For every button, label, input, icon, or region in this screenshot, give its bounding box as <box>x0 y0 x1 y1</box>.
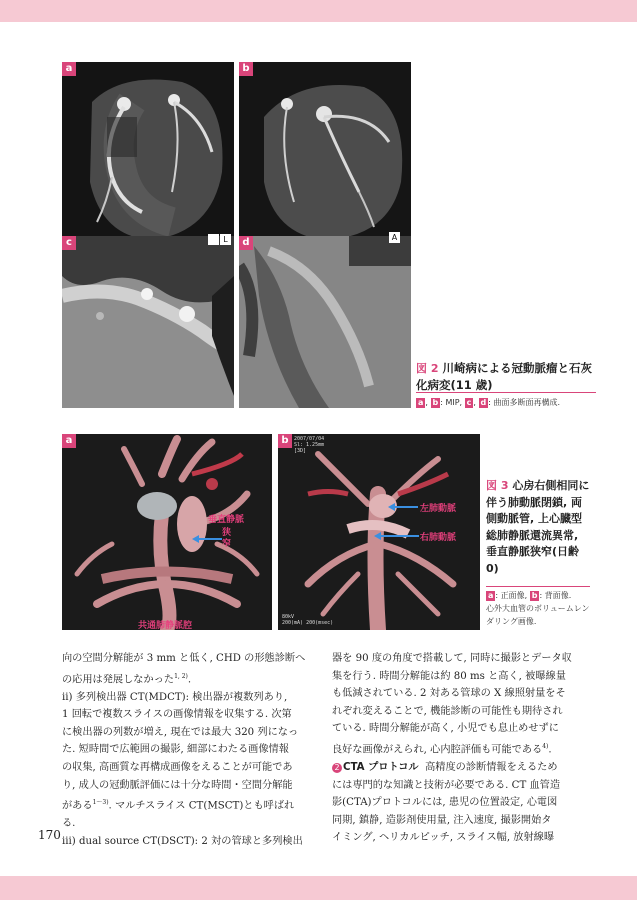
section-heading-line: 2 CTA プロトコル 高精度の診断情報をえるため <box>332 759 586 777</box>
body-column-right <box>332 650 586 847</box>
sub-text-front: : 正面像, <box>495 591 528 600</box>
reference: 1〜3) <box>92 799 109 807</box>
label-stenosis: 狭窄 <box>222 528 232 549</box>
chip-a: a <box>488 591 494 600</box>
body-line: れぞれ変えることで, 機能診断の可能性も期待され <box>332 705 563 717</box>
figure3-panel-b <box>278 434 480 630</box>
panel-letter: a <box>62 434 76 448</box>
panel-letter: c <box>62 236 76 250</box>
body-line: 器を 90 度の角度で搭載して, 同時に撮影とデータ収 <box>332 653 572 664</box>
mip-image-a <box>62 62 234 250</box>
figure2-caption <box>416 360 596 393</box>
label-common-pulmonary-vein: 共通肺静脈腔 <box>138 621 193 630</box>
figure3-caption-rule <box>486 586 590 587</box>
body-line: の収集, 高画質な再構成画像をえることが可能であ <box>62 761 293 773</box>
body-column-left <box>62 650 314 850</box>
reference: 4) <box>542 742 549 750</box>
figure3-number: 図 3 <box>486 479 509 492</box>
sub-text-mpr: : 曲面多断面再構成. <box>488 398 561 407</box>
body-line: も低減されている. 2 対ある管球の X 線照射量をそ <box>332 688 566 700</box>
arrow-stenosis-icon <box>192 534 222 544</box>
orientation-box-square <box>208 234 219 245</box>
body-line: 同期, 鎮静, 造影剤使用量, 注入速度, 撮影開始タ <box>332 814 552 826</box>
body-line: ⅱ) 多列検出器 CT(MDCT): 検出器が複数列あり, <box>62 691 288 703</box>
body-line: には専門的な知識と技術が必要である. CT 血管造 <box>332 779 561 791</box>
curved-mpr-image-d <box>239 236 411 408</box>
body-line: がある$^{1〜3)}$. マルチスライス CT(MSCT)とも呼ばれ <box>62 799 295 812</box>
body-line: ⅲ) dual source CT(DSCT): 2 対の管球と多列検出 <box>62 835 303 847</box>
body-line: 影(CTA)プロトコルには, 患児の位置設定, 心電図 <box>332 797 558 809</box>
arrow-right-pa-icon <box>374 531 419 541</box>
body-line: 1 回転で複数スライスの画像情報を収集する. 次第 <box>62 709 292 721</box>
sub-text-vr: 心外大血管のボリュームレンダリング画像. <box>486 604 590 626</box>
reference: 1, 2) <box>174 672 188 680</box>
mip-image-b <box>239 62 411 250</box>
chip-a: a <box>418 398 424 407</box>
body-line: り, 成人の冠動脈評価には十分な時間・空間分解能 <box>62 779 293 791</box>
overlay-line: [3D] <box>294 448 307 454</box>
figure2-panel-c <box>62 236 234 408</box>
figure3-title-line <box>486 478 590 577</box>
orientation-box: A <box>389 232 400 243</box>
section-heading: CTA プロトコル <box>343 761 419 773</box>
figure2-panel-d <box>239 236 411 408</box>
figure3-title: 心房右側相同に伴う肺動脈閉鎖, 両側動脈管, 上心臓型総肺静脈還流異常, 垂直静脈狭窄(日齢0) <box>486 479 590 575</box>
body-line: 良好な画像がえられ, 心内腔評価も可能である$^{4)}$. <box>332 742 552 756</box>
panel-letter: a <box>62 62 76 76</box>
overlay-line: Sl: 1.25mm <box>294 442 325 448</box>
scanner-overlay-bottom <box>282 614 333 626</box>
overlay-line: 200(mA) 200(msec) <box>282 620 334 626</box>
figure3-panel-a <box>62 434 272 630</box>
figure2-title: 川崎病による冠動脈瘤と石灰化病変(11 歳) <box>416 361 592 392</box>
sub-text-mip: : MIP, <box>440 398 463 407</box>
chip-d: d <box>480 398 487 407</box>
figure2-caption-rule <box>416 392 596 393</box>
orientation-box: L <box>220 234 231 245</box>
body-line: 集を行う. 時間分解能は約 80 ms と高く, 被曝線量 <box>332 670 566 682</box>
overlay-line: 80kV <box>282 614 295 620</box>
body-line: イミング, ヘリカルピッチ, スライス幅, 放射線曝 <box>332 832 555 844</box>
figure2-panel-b <box>239 62 411 250</box>
figure2-title-line <box>416 360 596 393</box>
section-number-badge: 2 <box>332 763 342 773</box>
label-left-pulmonary-artery: 左肺動脈 <box>420 504 457 514</box>
figure2-number: 図 2 <box>416 362 439 375</box>
panel-letter: d <box>239 236 253 250</box>
body-line: ている. 時間分解能が高く, 小児でも息止めせずに <box>332 723 559 735</box>
curved-mpr-image-c <box>62 236 234 408</box>
chip-c: c <box>466 398 472 407</box>
figure2-subcaption: a , b : MIP, c , d : 曲面多断面再構成. <box>418 398 561 407</box>
volume-rendering-front <box>62 434 272 630</box>
page-number: 170 <box>38 828 61 842</box>
body-line: の応用は発展しなかった$^{1, 2)}$. <box>62 672 192 685</box>
figure3-subcaption <box>486 589 590 628</box>
body-line: る. <box>62 818 76 830</box>
body-line: た. 短時間で広範囲の撮影, 細部にわたる画像情報 <box>62 744 289 756</box>
label-right-pulmonary-artery: 右肺動脈 <box>420 533 457 543</box>
panel-letter: b <box>278 434 292 448</box>
overlay-line: 2007/07/04 <box>294 436 325 442</box>
label-vertical-vein: 垂直静脈 <box>208 515 245 525</box>
chip-b: b <box>432 398 439 407</box>
figure3-caption <box>486 478 590 577</box>
scanner-overlay <box>294 436 324 454</box>
arrow-left-pa-icon <box>388 502 418 512</box>
body-line: に検出器の列数が増え, 現在では最大 320 列になっ <box>62 726 299 738</box>
body-line: 向の空間分解能が 3 mm と低く, CHD の形態診断へ <box>62 653 306 664</box>
page <box>0 22 637 876</box>
sub-text-back: : 背面像. <box>539 591 572 600</box>
figure2-panel-a <box>62 62 234 250</box>
panel-letter: b <box>239 62 253 76</box>
chip-b: b <box>531 591 538 600</box>
